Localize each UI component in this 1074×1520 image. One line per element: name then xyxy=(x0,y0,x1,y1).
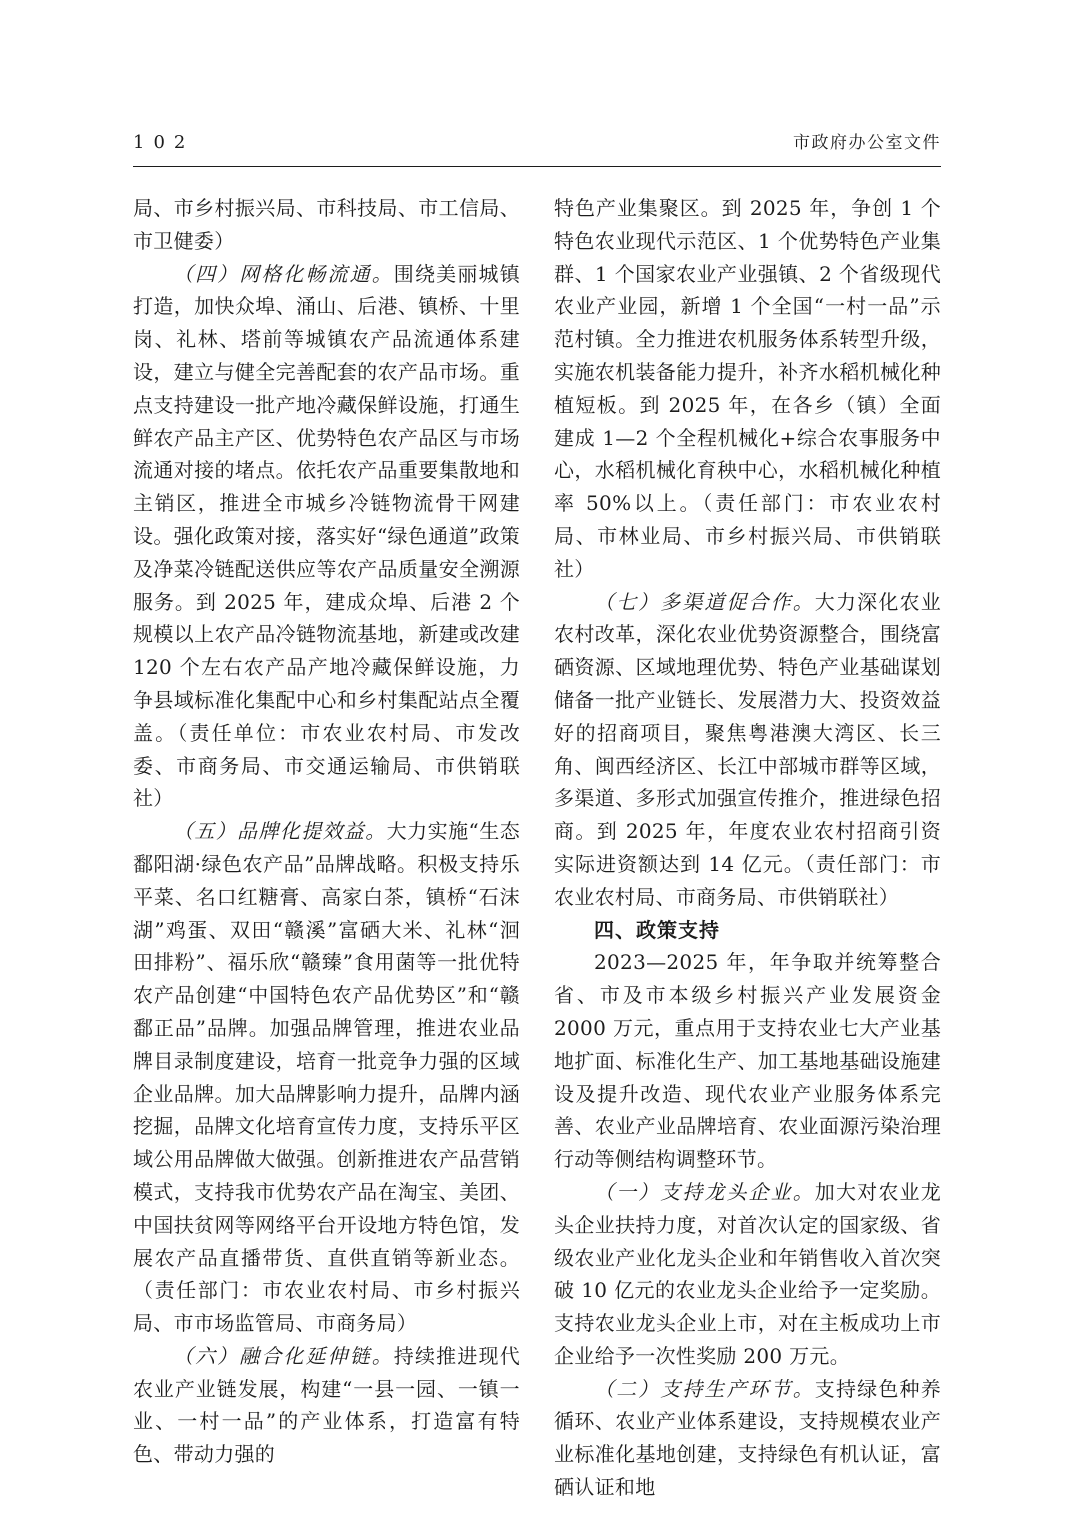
item-heading-text: （二）支持生产环节。 xyxy=(594,1376,815,1401)
body-text: 支持绿色种养循环、农业产业体系建设，支持规模农业产业标准化基地创建，支持绿色有机认证，富硒认证和地 xyxy=(554,1376,941,1500)
header-rule xyxy=(133,166,941,167)
page-number: 102 xyxy=(133,132,195,153)
heading-section-4 xyxy=(554,914,941,947)
body-text: 2023—2025 年，年争取并统筹整合省、市及市本级乡村振兴产业发展资金 2000 万元，重点用于支持农业七大产业基地扩面、标准化生产、加工基地基础设施建设及提升改造、现代农业产业服务体系完善、农业产业品牌培育、农业面源污染治理行动等侧结构调整环节。 xyxy=(554,950,941,1172)
para-item-7 xyxy=(554,586,941,914)
section-heading-text: 四、政策支持 xyxy=(594,917,720,942)
para-item-6 xyxy=(133,1340,520,1471)
item-heading-text: （七）多渠道促合作。 xyxy=(594,589,815,614)
page-header xyxy=(133,134,941,152)
body-text: 特色产业集聚区。到 2025 年，争创 1 个特色农业现代示范区、1 个优势特色产业集群、1 个国家农业产业强镇、2 个省级现代农业产业园，新增 1 个全国“一村一品”示范村镇。全力推进农机服务体系转型升级，实施农机装备能力提升，补齐水稻机械化种植短板。到 2025 年，在各乡（镇）全面建成 1—2 个全程机械化+综合农事服务中心，水稻机械化育秧中心，水稻机械化种植率 50%以上。（责任部门：市农业农村局、市林业局、市乡村振兴局、市供销联社） xyxy=(554,196,941,581)
para-item-2 xyxy=(554,1373,941,1504)
body-text: 围绕美丽城镇打造，加快众埠、涌山、后港、镇桥、十里岗、礼林、塔前等城镇农产品流通体系建设，建立与健全完善配套的农产品市场。重点支持建设一批产地冷藏保鲜设施，打通生鲜农产品主产区、优势特色农产品区与市场流通对接的堵点。依托农产品重要集散地和主销区，推进全市城乡冷链物流骨干网建设。强化政策对接，落实好“绿色通道”政策及净菜冷链配送供应等农产品质量安全溯源服务。到 2025 年，建成众埠、后港 2 个规模以上农产品冷链物流基地，新建或改建 120 个左右农产品产地冷藏保鲜设施，力争县域标准化集配中心和乡村集配站点全覆盖。（责任单位：市农业农村局、市发改委、市商务局、市交通运输局、市供销联社） xyxy=(133,261,520,811)
right-column xyxy=(554,192,941,1504)
para-item-1 xyxy=(554,1176,941,1373)
body-text: 大力深化农业农村改革，深化农业优势资源整合，围绕富硒资源、区域地理优势、特色产业基础谋划储备一批产业链长、发展潜力大、投资效益好的招商项目，聚焦粤港澳大湾区、长三角、闽西经济区、长江中部城市群等区域，多渠道、多形式加强宣传推介，推进绿色招商。到 2025 年，年度农业农村招商引资实际进资额达到 14 亿元。（责任部门：市农业农村局、市商务局、市供销联社） xyxy=(554,589,941,909)
item-heading-text: （五）品牌化提效益。 xyxy=(173,819,387,844)
item-heading-text: （四）网格化畅流通。 xyxy=(173,261,394,286)
body-text: 大力实施“生态鄱阳湖·绿色农产品”品牌战略。积极支持乐平菜、名口红糖膏、高家白茶，镇桥“石沫湖”鸡蛋、双田“赣溪”富硒大米、礼林“洄田排粉”、福乐欣“赣臻”食用菌等一批优特农产品创建“中国特色农产品优势区”和“赣鄱正品”品牌。加强品牌管理，推进农业品牌目录制度建设，培育一批竞争力强的区域企业品牌。加大品牌影响力提升，品牌内涵挖掘，品牌文化培育宣传力度，支持乐平区域公用品牌做大做强。创新推进农产品营销模式，支持我市优势农产品在淘宝、美团、中国扶贫网等网络平台开设地方特色馆，发展农产品直播带货、直供直销等新业态。（责任部门：市农业农村局、市乡村振兴局、市市场监管局、市商务局） xyxy=(133,819,520,1336)
para-item-4 xyxy=(133,258,520,816)
left-column xyxy=(133,192,520,1504)
header-title: 市政府办公室文件 xyxy=(793,133,941,153)
item-heading-text: （一）支持龙头企业。 xyxy=(594,1179,815,1204)
body-text: 局、市乡村振兴局、市科技局、市工信局、市卫健委） xyxy=(133,196,520,253)
body-text: 持续推进现代农业产业链发展，构建“一县一园、一镇一业、一村一品”的产业体系，打造富有特色、带动力强的 xyxy=(133,1343,520,1467)
para-policy-intro xyxy=(554,946,941,1176)
item-heading-text: （六）融合化延伸链。 xyxy=(173,1343,394,1368)
para-continuation-top-left xyxy=(133,192,520,258)
para-item-5 xyxy=(133,815,520,1340)
body-text: 加大对农业龙头企业扶持力度，对首次认定的国家级、省级农业产业化龙头企业和年销售收入首次突破 10 亿元的农业龙头企业给予一定奖励。支持农业龙头企业上市，对在主板成功上市企业给予一次性奖励 200 万元。 xyxy=(554,1179,941,1368)
document-body xyxy=(133,192,941,1504)
para-continuation-top-right xyxy=(554,192,941,586)
